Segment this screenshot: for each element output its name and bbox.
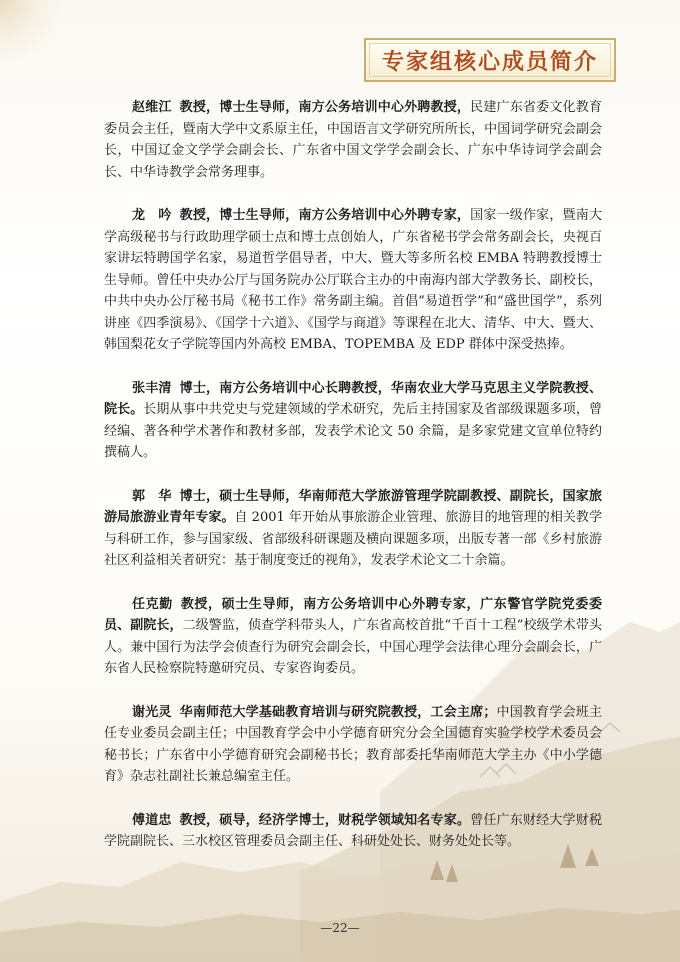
expert-bio: 曾任广东财经大学财税学院副院长、三水校区管理委员会副主任、科研处处长、财务处处长等。 — [104, 812, 602, 849]
expert-entry — [104, 97, 602, 183]
expert-bio: 民建广东省委文化教育委员会主任，暨南大学中文系原主任，中国语言文学研究所所长，中国词学研究会副会长，中国辽金文学学会副会长、广东省中国文学学会副会长、广东中华诗词学会副会长、中华诗教学会常务理事。 — [104, 100, 602, 180]
expert-bio: 长期从事中共党史与党建领域的学术研究，先后主持国家及省部级课题多项，曾经编、著各种学术著作和教材多部，发表学术论文 50 余篇，是多家党建文宣单位特约撰稿人。 — [104, 402, 602, 460]
expert-title: 博士，硕士生导师，华南师范大学旅游管理学院副教授、副院长，国家旅游局旅游业青年专家。 — [104, 488, 602, 525]
expert-bio: 中国教育学会班主任专业委员会副主任；中国教育学会中小学德育研究分会全国德育实验学校学术委员会秘书长；广东省中小学德育研究会副秘书长；教育部委托华南师范大学主办《中小学德育》杂志社副社长兼总编室主任。 — [104, 704, 602, 784]
expert-name: 任克勤 — [132, 596, 173, 612]
expert-title: 教授，硕士生导师，南方公务培训中心外聘专家，广东警官学院党委委员、副院长， — [104, 596, 602, 633]
corner-decoration — [0, 0, 60, 60]
expert-list — [104, 97, 602, 853]
expert-entry — [104, 810, 602, 853]
expert-name: 龙 吟 — [132, 208, 172, 223]
expert-title: 教授，硕导，经济学博士，财税学领域知名专家。 — [179, 812, 471, 828]
section-title: 专家组核心成员简介 — [381, 49, 598, 75]
page-number: —22— — [320, 921, 360, 935]
expert-name: 郭 华 — [132, 488, 172, 504]
expert-title: 教授，博士生导师，南方公务培训中心外聘专家， — [179, 208, 471, 223]
expert-name: 傅道忠 — [132, 812, 172, 828]
expert-entry — [104, 486, 602, 572]
expert-entry — [104, 205, 602, 356]
expert-bio: 自 2001 年开始从事旅游企业管理、旅游目的地管理的相关教学与科研工作，参与国家级、省部级科研课题及横向课题多项，出版专著一部《乡村旅游社区利益相关者研究：基于制度变迁的视角》，发表学术论文二十余篇。 — [104, 510, 602, 568]
expert-title: 华南师范大学基础教育培训与研究院教授，工会主席； — [179, 704, 497, 720]
expert-bio: 二级警监，侦查学科带头人，广东省高校首批“千百十工程”校级学术带头人。兼中国行为法学会侦查行为研究会副会长，中国心理学会法律心理分会副会长，广东省人民检察院特邀研究员、专家咨询委员。 — [104, 618, 602, 676]
expert-entry — [104, 378, 602, 464]
expert-name: 谢光灵 — [132, 704, 172, 720]
expert-name: 赵维江 — [132, 100, 172, 115]
expert-title: 教授，博士生导师，南方公务培训中心外聘教授， — [179, 100, 471, 115]
expert-title: 博士，南方公务培训中心长聘教授，华南农业大学马克思主义学院教授、院长。 — [104, 380, 602, 417]
expert-entry — [104, 594, 602, 680]
expert-entry — [104, 702, 602, 788]
expert-bio: 国家一级作家，暨南大学高级秘书与行政助理学硕士点和博士点创始人，广东省秘书学会常务副会长，央视百家讲坛特聘国学名家，易道哲学倡导者，中大、暨大等多所名校 EMBA 特聘教授博士生导师。曾任中央办公厅与国务院办公厅联合主办的中南海内部大学教务长、副校长，中共中央办公厅秘书局《秘书工作》常务副主编。首倡“易道哲学”和“盛世国学”，系列讲座《四季演易》、《国学十六道》、《国学与商道》等课程在北大、清华、中大、暨大、韩国梨花女子学院等国内外高校 EMBA、TOPEMBA 及 EDP 群体中深受热捧。 — [104, 208, 602, 352]
expert-name: 张丰清 — [132, 380, 172, 396]
section-title-banner — [364, 38, 616, 82]
